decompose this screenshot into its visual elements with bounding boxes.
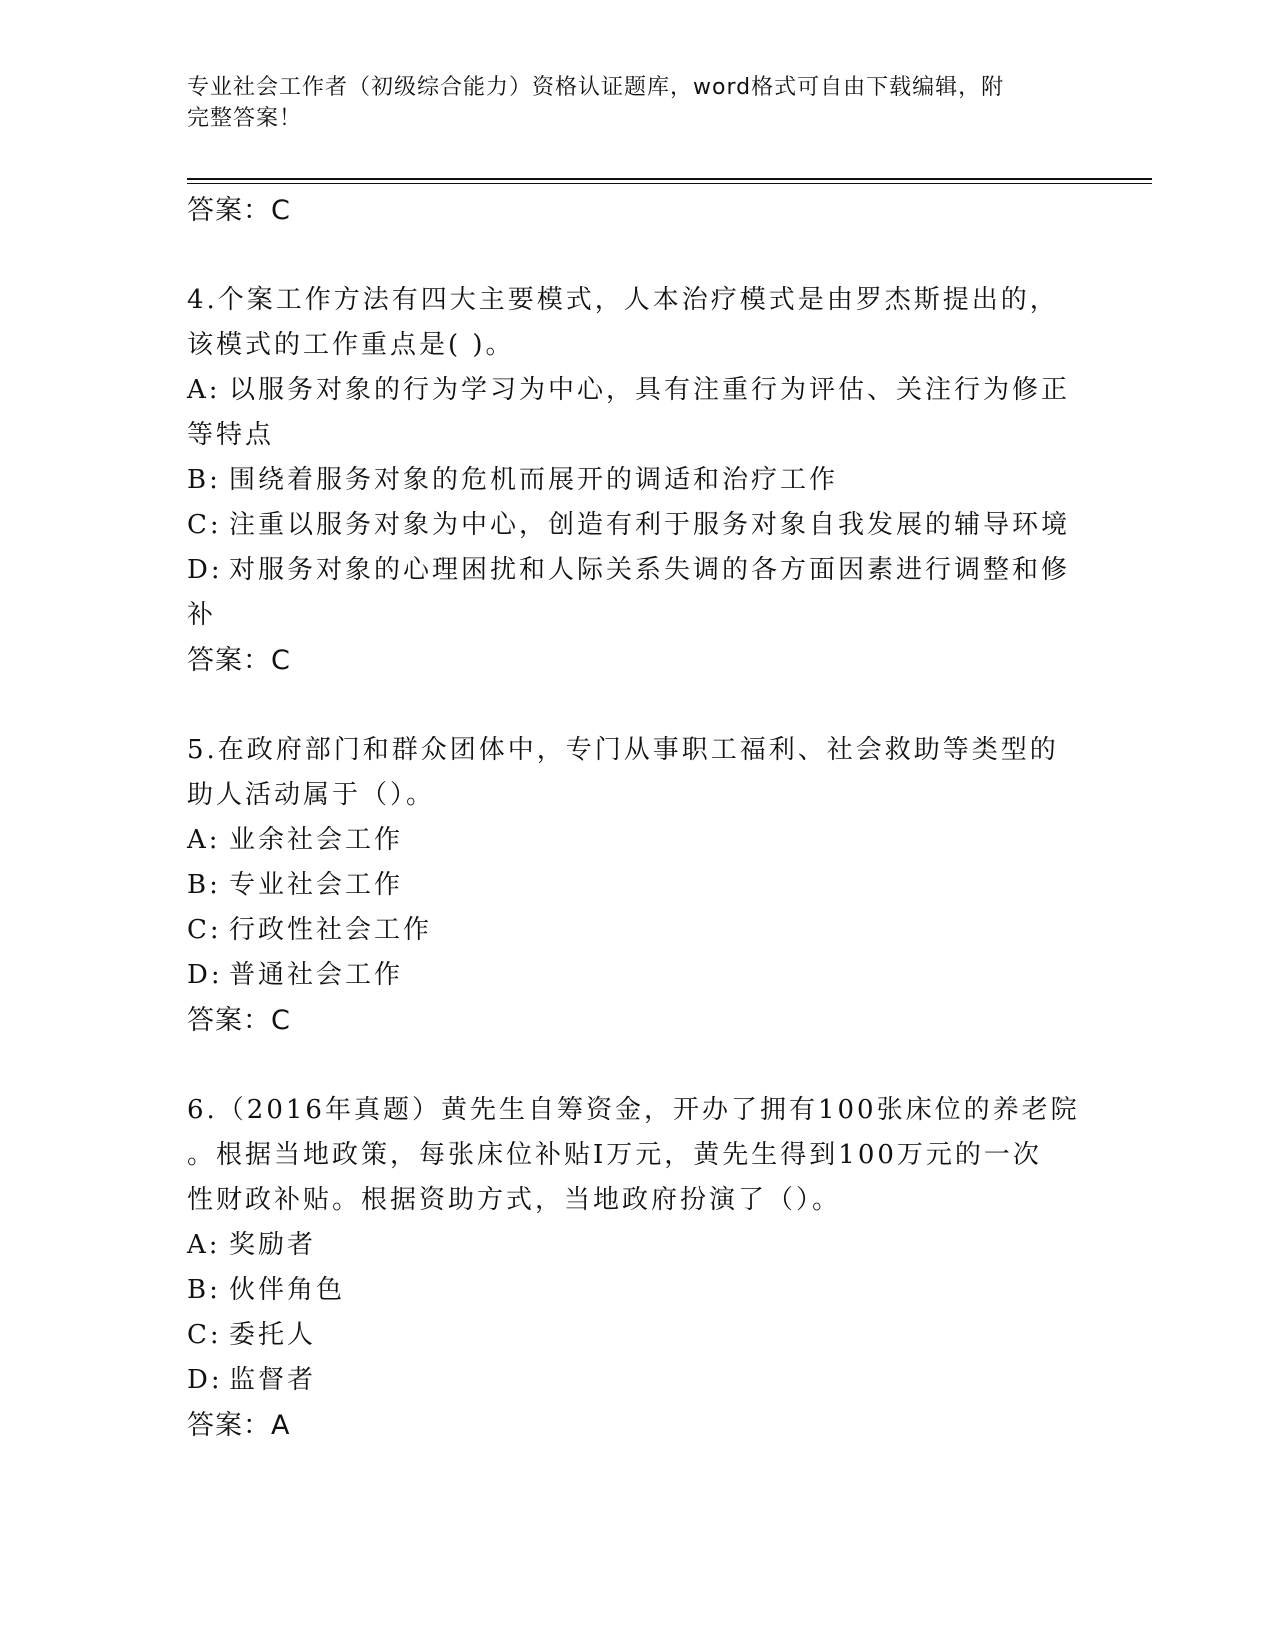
option-text: 对服务对象的心理困扰和人际关系失调的各方面因素进行调整和修 [229, 555, 1071, 585]
question-stem-line: 5.在政府部门和群众团体中，专门从事职工福利、社会救助等类型的 [187, 735, 1059, 765]
option-letter: B: [187, 1275, 221, 1305]
option-letter: D: [187, 1365, 223, 1395]
answer-line [187, 638, 1087, 683]
question-4 [187, 278, 1087, 683]
option-b [187, 1268, 1087, 1313]
spacer [187, 1043, 1087, 1088]
answer-label: 答案： [187, 1410, 271, 1441]
question-5 [187, 728, 1087, 1043]
question-stem-line: 4.个案工作方法有四大主要模式，人本治疗模式是由罗杰斯提出的， [187, 285, 1059, 315]
question-stem-line: 助人活动属于（）。 [187, 780, 436, 810]
answer-line [187, 1403, 1087, 1448]
option-letter: B: [187, 870, 221, 900]
option-text: 普通社会工作 [229, 960, 404, 990]
answer-value: C [271, 1005, 291, 1036]
option-a-continued: 等特点 [187, 420, 275, 450]
header-line-1: 专业社会工作者（初级综合能力）资格认证题库，word格式可自由下载编辑，附 [187, 75, 1005, 100]
option-d-continued: 补 [187, 600, 217, 630]
option-c [187, 908, 1087, 953]
question-stem-line: 。根据当地政策，每张床位补贴I万元，黄先生得到100万元的一次 [187, 1140, 1042, 1170]
option-c [187, 1313, 1087, 1358]
option-b [187, 863, 1087, 908]
option-text: 业余社会工作 [229, 825, 404, 855]
spacer [187, 683, 1087, 728]
option-d [187, 1358, 1087, 1403]
question-stem-line: 性财政补贴。根据资助方式，当地政府扮演了（）。 [187, 1185, 842, 1215]
document-header [187, 72, 1067, 134]
option-text: 委托人 [229, 1320, 317, 1350]
option-text: 奖励者 [229, 1230, 317, 1260]
option-d [187, 548, 1087, 593]
option-a [187, 368, 1087, 413]
answer-label: 答案： [187, 1005, 271, 1036]
option-letter: A: [187, 825, 221, 855]
spacer [187, 233, 1087, 278]
option-text: 注重以服务对象为中心，创造有利于服务对象自我发展的辅导环境 [229, 510, 1071, 540]
document-body [187, 188, 1087, 1448]
option-letter: A: [187, 1230, 221, 1260]
option-b [187, 458, 1087, 503]
option-letter: C: [187, 510, 222, 540]
answer-line [187, 998, 1087, 1043]
option-a [187, 1223, 1087, 1268]
question-stem-line: 6.（2016年真题）黄先生自筹资金，开办了拥有100张床位的养老院 [187, 1095, 1080, 1125]
option-letter: D: [187, 555, 223, 585]
question-stem-line: 该模式的工作重点是( )。 [187, 330, 515, 360]
option-text: 围绕着服务对象的危机而展开的调适和治疗工作 [229, 465, 839, 495]
option-text: 监督者 [229, 1365, 317, 1395]
option-text: 以服务对象的行为学习为中心，具有注重行为评估、关注行为修正 [229, 375, 1071, 405]
option-letter: D: [187, 960, 223, 990]
option-d [187, 953, 1087, 998]
answer-label: 答案： [187, 645, 271, 676]
answer-value: C [271, 645, 291, 676]
header-rule-thick [187, 178, 1152, 180]
option-text: 专业社会工作 [229, 870, 404, 900]
answer-label: 答案： [187, 195, 271, 226]
option-text: 伙伴角色 [229, 1275, 346, 1305]
answer-value: A [271, 1410, 291, 1441]
option-a [187, 818, 1087, 863]
option-letter: B: [187, 465, 221, 495]
question-6 [187, 1088, 1087, 1448]
option-text: 行政性社会工作 [229, 915, 433, 945]
option-c [187, 503, 1087, 548]
header-line-2: 完整答案！ [187, 106, 303, 131]
answer-value: C [271, 195, 291, 226]
option-letter: C: [187, 1320, 222, 1350]
option-letter: C: [187, 915, 222, 945]
header-rule-thin [187, 183, 1152, 184]
answer-line [187, 188, 1087, 233]
option-letter: A: [187, 375, 221, 405]
